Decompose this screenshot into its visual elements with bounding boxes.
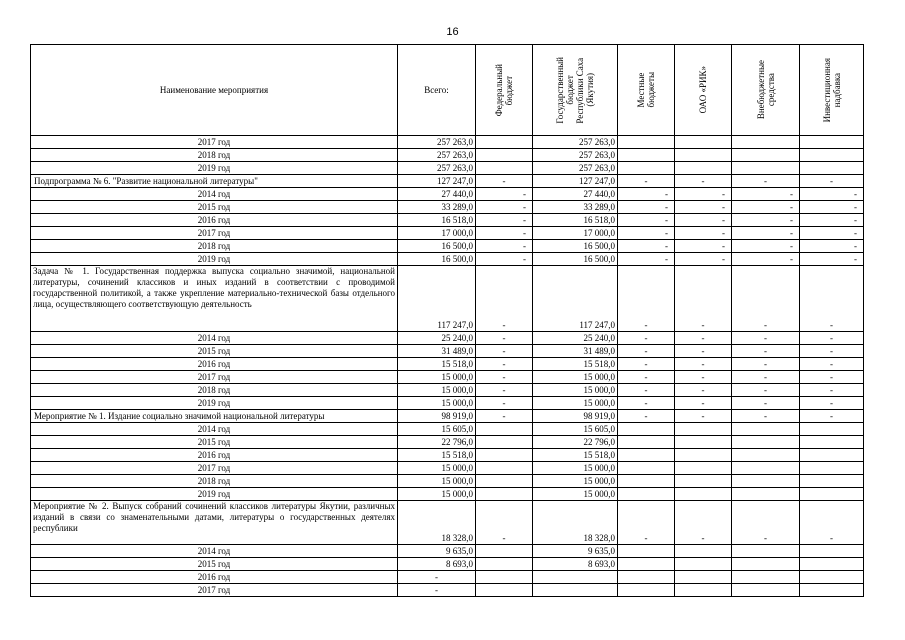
cell-invest: -: [800, 253, 864, 266]
cell-extra: [732, 436, 800, 449]
cell-local: [618, 584, 675, 597]
cell-total: 25 240,0: [398, 332, 476, 345]
cell-extra: -: [732, 201, 800, 214]
cell-extra: -: [732, 332, 800, 345]
cell-republic: 25 240,0: [533, 332, 618, 345]
cell-total: 17 000,0: [398, 227, 476, 240]
cell-local: [618, 449, 675, 462]
header-extra-label: Внебюджетные средства: [755, 60, 776, 120]
cell-extra: [732, 475, 800, 488]
cell-rik: [675, 462, 732, 475]
cell-total: 257 263,0: [398, 136, 476, 149]
cell-local: [618, 162, 675, 175]
cell-republic: 257 263,0: [533, 136, 618, 149]
row-year: 2017 год: [31, 227, 398, 240]
cell-federal: [476, 475, 533, 488]
cell-total: 257 263,0: [398, 149, 476, 162]
cell-total: 16 518,0: [398, 214, 476, 227]
cell-total: 16 500,0: [398, 253, 476, 266]
cell-local: -: [618, 397, 675, 410]
cell-rik: -: [675, 240, 732, 253]
cell-extra: -: [732, 358, 800, 371]
cell-local: [618, 436, 675, 449]
header-invest: [800, 45, 864, 136]
row-year: 2018 год: [31, 240, 398, 253]
cell-republic: [533, 571, 618, 584]
cell-extra: [732, 162, 800, 175]
header-republic: [533, 45, 618, 136]
cell-invest: [800, 449, 864, 462]
cell-total: 31 489,0: [398, 345, 476, 358]
row-year: 2017 год: [31, 462, 398, 475]
table-row: [31, 397, 864, 410]
cell-rik: -: [675, 397, 732, 410]
row-year: 2019 год: [31, 488, 398, 501]
cell-rik: [675, 162, 732, 175]
table-row: [31, 558, 864, 571]
cell-rik: [675, 488, 732, 501]
cell-invest: [800, 149, 864, 162]
cell-rik: [675, 545, 732, 558]
page-number: 16: [446, 26, 459, 38]
cell-extra: -: [732, 345, 800, 358]
cell-federal: [476, 162, 533, 175]
cell-local: -: [618, 240, 675, 253]
table-row: [31, 345, 864, 358]
table-row: [31, 462, 864, 475]
cell-total: 127 247,0: [398, 175, 476, 188]
cell-invest: [800, 584, 864, 597]
cell-local: [618, 462, 675, 475]
cell-republic: 9 635,0: [533, 545, 618, 558]
cell-rik: -: [675, 371, 732, 384]
cell-republic: 15 000,0: [533, 384, 618, 397]
cell-invest: [800, 571, 864, 584]
cell-extra: -: [732, 175, 800, 188]
cell-local: -: [618, 345, 675, 358]
cell-total: 15 000,0: [398, 397, 476, 410]
cell-invest: [800, 462, 864, 475]
cell-extra: -: [732, 188, 800, 201]
cell-rik: -: [675, 384, 732, 397]
cell-federal: -: [476, 371, 533, 384]
table-row: [31, 162, 864, 175]
cell-republic: 16 518,0: [533, 214, 618, 227]
table-row: [31, 253, 864, 266]
cell-local: -: [618, 227, 675, 240]
table-row: [31, 358, 864, 371]
cell-invest: -: [800, 240, 864, 253]
cell-total: 22 796,0: [398, 436, 476, 449]
cell-republic: 15 000,0: [533, 462, 618, 475]
cell-local: [618, 545, 675, 558]
cell-federal: -: [476, 501, 533, 545]
cell-federal: [476, 423, 533, 436]
cell-local: -: [618, 188, 675, 201]
cell-invest: -: [800, 410, 864, 423]
cell-total: -: [398, 584, 476, 597]
cell-local: -: [618, 253, 675, 266]
row-year: 2015 год: [31, 345, 398, 358]
row-year: 2015 год: [31, 436, 398, 449]
row-year: 2015 год: [31, 558, 398, 571]
cell-total: 18 328,0: [398, 501, 476, 545]
cell-invest: -: [800, 227, 864, 240]
cell-republic: 117 247,0: [533, 266, 618, 332]
cell-local: -: [618, 410, 675, 423]
cell-federal: -: [476, 384, 533, 397]
header-invest-label: Инвестиционная надбавка: [821, 57, 842, 123]
table-row: [31, 136, 864, 149]
cell-federal: [476, 136, 533, 149]
cell-republic: 98 919,0: [533, 410, 618, 423]
row-title: Задача № 1. Государственная поддержка выпуска социально значимой, национальной литературы, сочинений классиков и иных изданий в соответствии с проводимой государственной политикой, а также укрепление материально-технической базы отдельного лица, осуществляющего соответствующую деятельность: [31, 266, 398, 332]
table-row: [31, 488, 864, 501]
table-row: [31, 436, 864, 449]
cell-federal: [476, 149, 533, 162]
row-year: 2014 год: [31, 332, 398, 345]
cell-extra: -: [732, 253, 800, 266]
header-name: Наименование мероприятия: [31, 45, 398, 136]
cell-invest: -: [800, 501, 864, 545]
cell-republic: 16 500,0: [533, 253, 618, 266]
cell-local: -: [618, 332, 675, 345]
cell-federal: -: [476, 188, 533, 201]
cell-total: 15 605,0: [398, 423, 476, 436]
cell-federal: [476, 462, 533, 475]
cell-total: 98 919,0: [398, 410, 476, 423]
cell-republic: 257 263,0: [533, 162, 618, 175]
cell-rik: [675, 584, 732, 597]
table-row: [31, 240, 864, 253]
cell-rik: -: [675, 214, 732, 227]
row-year: 2017 год: [31, 584, 398, 597]
cell-republic: 15 000,0: [533, 475, 618, 488]
header-local-label: Местные бюджеты: [636, 72, 656, 108]
budget-table: [30, 44, 864, 597]
cell-federal: -: [476, 175, 533, 188]
cell-local: -: [618, 371, 675, 384]
cell-rik: -: [675, 253, 732, 266]
cell-federal: -: [476, 332, 533, 345]
cell-total: -: [398, 571, 476, 584]
cell-extra: [732, 136, 800, 149]
header-rik-label: ОАО «РИК»: [698, 66, 708, 114]
table-row: [31, 332, 864, 345]
table-row: [31, 571, 864, 584]
cell-extra: -: [732, 240, 800, 253]
cell-federal: -: [476, 397, 533, 410]
cell-local: [618, 488, 675, 501]
cell-rik: -: [675, 201, 732, 214]
cell-republic: 15 518,0: [533, 358, 618, 371]
cell-federal: -: [476, 240, 533, 253]
cell-local: -: [618, 175, 675, 188]
cell-invest: -: [800, 201, 864, 214]
cell-total: 15 000,0: [398, 488, 476, 501]
row-year: 2016 год: [31, 358, 398, 371]
cell-local: -: [618, 214, 675, 227]
cell-federal: -: [476, 214, 533, 227]
cell-invest: [800, 436, 864, 449]
row-title: Мероприятие № 2. Выпуск собраний сочинений классиков литературы Якутии, различных изданий в связи со знаменательными датами, литературы о государственных деятелях республики: [31, 501, 398, 545]
cell-federal: [476, 545, 533, 558]
cell-invest: [800, 162, 864, 175]
cell-federal: -: [476, 266, 533, 332]
cell-invest: -: [800, 358, 864, 371]
header-extra: [732, 45, 800, 136]
cell-republic: 15 605,0: [533, 423, 618, 436]
cell-rik: -: [675, 175, 732, 188]
cell-federal: -: [476, 227, 533, 240]
cell-federal: -: [476, 253, 533, 266]
cell-invest: -: [800, 266, 864, 332]
row-title: Мероприятие № 1. Издание социально значимой национальной литературы: [31, 410, 398, 423]
cell-rik: [675, 149, 732, 162]
cell-extra: [732, 545, 800, 558]
cell-invest: [800, 488, 864, 501]
cell-total: 15 518,0: [398, 358, 476, 371]
cell-extra: [732, 558, 800, 571]
cell-extra: [732, 584, 800, 597]
cell-republic: 127 247,0: [533, 175, 618, 188]
cell-invest: -: [800, 175, 864, 188]
cell-local: -: [618, 501, 675, 545]
cell-rik: -: [675, 345, 732, 358]
cell-total: 15 000,0: [398, 371, 476, 384]
cell-republic: 15 518,0: [533, 449, 618, 462]
table-row: [31, 501, 864, 545]
cell-invest: -: [800, 188, 864, 201]
cell-extra: -: [732, 501, 800, 545]
cell-rik: [675, 436, 732, 449]
row-year: 2016 год: [31, 571, 398, 584]
cell-total: 27 440,0: [398, 188, 476, 201]
cell-extra: -: [732, 384, 800, 397]
cell-rik: -: [675, 227, 732, 240]
cell-rik: -: [675, 410, 732, 423]
row-year: 2014 год: [31, 188, 398, 201]
cell-republic: 16 500,0: [533, 240, 618, 253]
cell-local: -: [618, 384, 675, 397]
cell-federal: [476, 558, 533, 571]
cell-total: 15 518,0: [398, 449, 476, 462]
cell-extra: [732, 449, 800, 462]
cell-local: [618, 571, 675, 584]
cell-republic: 15 000,0: [533, 397, 618, 410]
cell-total: 9 635,0: [398, 545, 476, 558]
cell-total: 8 693,0: [398, 558, 476, 571]
cell-invest: -: [800, 345, 864, 358]
table-row: [31, 584, 864, 597]
cell-local: [618, 475, 675, 488]
header-republic-label: Государственный бюджет Республики Саха (Якутия): [555, 56, 595, 124]
cell-rik: -: [675, 266, 732, 332]
cell-extra: -: [732, 214, 800, 227]
row-year: 2016 год: [31, 449, 398, 462]
row-year: 2018 год: [31, 475, 398, 488]
cell-federal: -: [476, 410, 533, 423]
cell-republic: 18 328,0: [533, 501, 618, 545]
cell-invest: [800, 545, 864, 558]
row-year: 2019 год: [31, 162, 398, 175]
cell-invest: -: [800, 384, 864, 397]
cell-republic: 15 000,0: [533, 488, 618, 501]
cell-local: [618, 423, 675, 436]
cell-invest: -: [800, 214, 864, 227]
cell-extra: -: [732, 410, 800, 423]
cell-invest: [800, 558, 864, 571]
cell-federal: -: [476, 345, 533, 358]
row-title: Подпрограмма № 6. "Развитие национальной литературы": [31, 175, 398, 188]
table-row: [31, 149, 864, 162]
table-row: [31, 371, 864, 384]
cell-republic: 17 000,0: [533, 227, 618, 240]
cell-republic: 257 263,0: [533, 149, 618, 162]
cell-rik: -: [675, 358, 732, 371]
cell-republic: 33 289,0: [533, 201, 618, 214]
header-federal-label: Федеральный бюджет: [494, 63, 514, 117]
cell-federal: [476, 449, 533, 462]
table-row: [31, 188, 864, 201]
header-local: [618, 45, 675, 136]
cell-extra: [732, 462, 800, 475]
cell-federal: -: [476, 358, 533, 371]
row-year: 2016 год: [31, 214, 398, 227]
header-total: Всего:: [398, 45, 476, 136]
cell-republic: 22 796,0: [533, 436, 618, 449]
cell-republic: [533, 584, 618, 597]
cell-federal: -: [476, 201, 533, 214]
cell-rik: [675, 475, 732, 488]
cell-extra: [732, 571, 800, 584]
cell-federal: [476, 571, 533, 584]
cell-rik: -: [675, 188, 732, 201]
cell-invest: [800, 475, 864, 488]
table-row: [31, 410, 864, 423]
table-row: [31, 201, 864, 214]
cell-extra: [732, 488, 800, 501]
cell-local: -: [618, 266, 675, 332]
table-row: [31, 449, 864, 462]
table-row: [31, 384, 864, 397]
cell-federal: [476, 436, 533, 449]
cell-invest: -: [800, 397, 864, 410]
table-row: [31, 475, 864, 488]
row-year: 2018 год: [31, 149, 398, 162]
cell-local: -: [618, 358, 675, 371]
row-year: 2017 год: [31, 136, 398, 149]
cell-total: 15 000,0: [398, 384, 476, 397]
cell-republic: 31 489,0: [533, 345, 618, 358]
row-year: 2014 год: [31, 545, 398, 558]
cell-invest: [800, 423, 864, 436]
row-year: 2019 год: [31, 397, 398, 410]
row-year: 2017 год: [31, 371, 398, 384]
cell-rik: [675, 423, 732, 436]
cell-extra: [732, 423, 800, 436]
table-row: [31, 266, 864, 332]
table-row: [31, 423, 864, 436]
cell-total: 257 263,0: [398, 162, 476, 175]
header-rik: [675, 45, 732, 136]
cell-extra: [732, 149, 800, 162]
cell-rik: [675, 571, 732, 584]
cell-rik: [675, 136, 732, 149]
cell-extra: -: [732, 397, 800, 410]
table-header-row: [31, 45, 864, 136]
cell-republic: 8 693,0: [533, 558, 618, 571]
cell-rik: -: [675, 332, 732, 345]
cell-federal: [476, 488, 533, 501]
cell-local: [618, 136, 675, 149]
cell-republic: 27 440,0: [533, 188, 618, 201]
cell-total: 15 000,0: [398, 475, 476, 488]
cell-extra: -: [732, 371, 800, 384]
cell-total: 15 000,0: [398, 462, 476, 475]
table-row: [31, 545, 864, 558]
cell-extra: -: [732, 227, 800, 240]
table-row: [31, 214, 864, 227]
cell-local: [618, 149, 675, 162]
header-federal: [476, 45, 533, 136]
cell-rik: -: [675, 501, 732, 545]
cell-total: 16 500,0: [398, 240, 476, 253]
cell-republic: 15 000,0: [533, 371, 618, 384]
row-year: 2019 год: [31, 253, 398, 266]
cell-local: [618, 558, 675, 571]
cell-local: -: [618, 201, 675, 214]
row-year: 2018 год: [31, 384, 398, 397]
cell-total: 33 289,0: [398, 201, 476, 214]
cell-invest: -: [800, 332, 864, 345]
row-year: 2015 год: [31, 201, 398, 214]
row-year: 2014 год: [31, 423, 398, 436]
cell-rik: [675, 558, 732, 571]
cell-rik: [675, 449, 732, 462]
cell-federal: [476, 584, 533, 597]
table-row: [31, 175, 864, 188]
cell-invest: [800, 136, 864, 149]
cell-extra: -: [732, 266, 800, 332]
table-row: [31, 227, 864, 240]
cell-invest: -: [800, 371, 864, 384]
cell-total: 117 247,0: [398, 266, 476, 332]
